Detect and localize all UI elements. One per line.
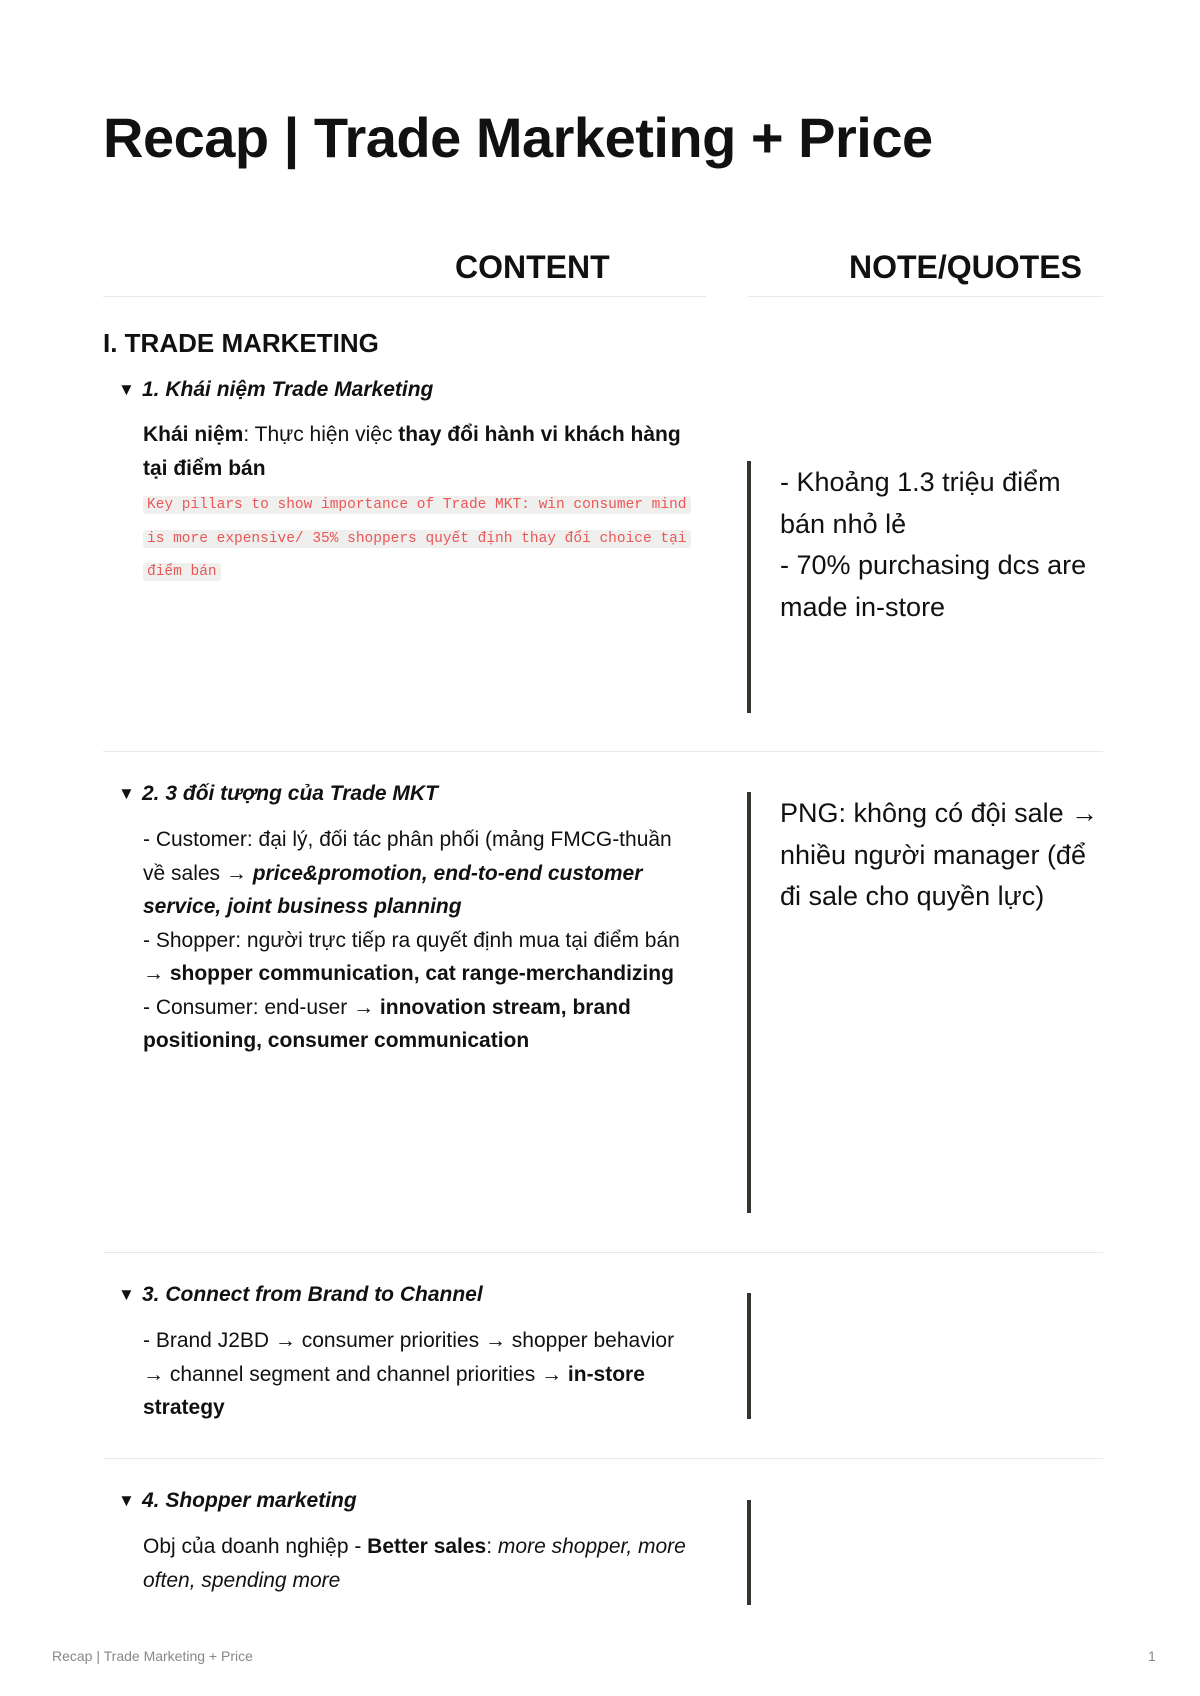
shopper-line [143, 924, 688, 991]
body-italic-text: more shopper, more often, spending more [143, 1535, 686, 1592]
shopper-text: - Shopper: người trực tiếp ra quyết định mua tại điểm bán → [143, 928, 680, 985]
consumer-text: - Consumer: end-user → [143, 995, 380, 1019]
quote-bar [747, 1293, 751, 1419]
row-divider [103, 1458, 1103, 1459]
section-heading: I. TRADE MARKETING [103, 328, 379, 358]
toggle-body-connect-brand [143, 1324, 688, 1425]
toggle-heading: 1. Khái niệm Trade Marketing [142, 378, 434, 401]
triangle-down-icon: ▼ [118, 380, 135, 399]
toggle-3-doi-tuong[interactable] [118, 779, 438, 809]
toggle-heading: 4. Shopper marketing [142, 1489, 357, 1512]
body-colon: : [243, 423, 255, 446]
quote-bar [747, 1500, 751, 1605]
toggle-shopper-marketing[interactable] [118, 1486, 357, 1516]
toggle-heading: 2. 3 đối tượng của Trade MKT [142, 782, 438, 805]
toggle-khai-niem[interactable] [118, 375, 433, 405]
triangle-down-icon: ▼ [118, 784, 135, 803]
toggle-body-3-doi-tuong [143, 823, 688, 1058]
consumer-line [143, 991, 688, 1058]
row-divider [103, 751, 1103, 752]
note-quote [780, 462, 1110, 628]
inline-code: Key pillars to show importance of Trade MKT: win consumer mind is more expensive/ 35% shoppers quyết định thay đổi choice tại điểm bán [143, 496, 691, 581]
note-quote: PNG: không có đội sale → nhiều người manager (để đi sale cho quyền lực) [780, 798, 1099, 911]
customer-text: - Customer: đại lý, đối tác phân phối (mảng FMCG-thuần về sales → [143, 828, 672, 885]
footer-title: Recap | Trade Marketing + Price [52, 1648, 253, 1664]
toggle-connect-brand[interactable] [118, 1280, 483, 1310]
toggle-body-shopper-marketing [143, 1530, 688, 1597]
toggle-heading: 3. Connect from Brand to Channel [142, 1283, 483, 1306]
body-bold-text: Better sales [367, 1535, 487, 1558]
body-text: - Brand J2BD → consumer priorities → shopper behavior → channel segment and channel priorities → [143, 1329, 675, 1386]
quote-bar [747, 792, 751, 1213]
body-colon: : [486, 1535, 498, 1558]
triangle-down-icon: ▼ [118, 1491, 135, 1510]
customer-emphasis: price&promotion, end-to-end customer service, joint business planning [143, 861, 643, 918]
body-text: Obj của doanh nghiệp - [143, 1535, 368, 1558]
column-header-content: CONTENT [455, 249, 610, 285]
column-divider-content [103, 296, 706, 297]
body-bold-text: thay đổi hành vi khách hàng tại điểm bán [143, 423, 681, 480]
page-title: Recap | Trade Marketing + Price [103, 106, 933, 169]
column-divider-notes [748, 296, 1103, 297]
label-khai-niem: Khái niệm [143, 423, 244, 446]
consumer-emphasis: innovation stream, brand positioning, consumer communication [143, 995, 631, 1052]
customer-line [143, 823, 688, 924]
quote-bar [747, 461, 751, 713]
body-text: Thực hiện việc [254, 423, 399, 446]
body-emphasis: in-store strategy [143, 1362, 645, 1419]
row-divider [103, 1252, 1103, 1253]
page-number: 1 [1148, 1648, 1156, 1664]
column-header-notes: NOTE/QUOTES [849, 249, 1082, 285]
note-line: - Khoảng 1.3 triệu điểm bán nhỏ lẻ [780, 467, 1061, 539]
triangle-down-icon: ▼ [118, 1285, 135, 1304]
shopper-emphasis: shopper communication, cat range-merchandizing [169, 962, 674, 985]
note-line: - 70% purchasing dcs are made in-store [780, 550, 1087, 622]
toggle-body-khai-niem [143, 418, 688, 586]
